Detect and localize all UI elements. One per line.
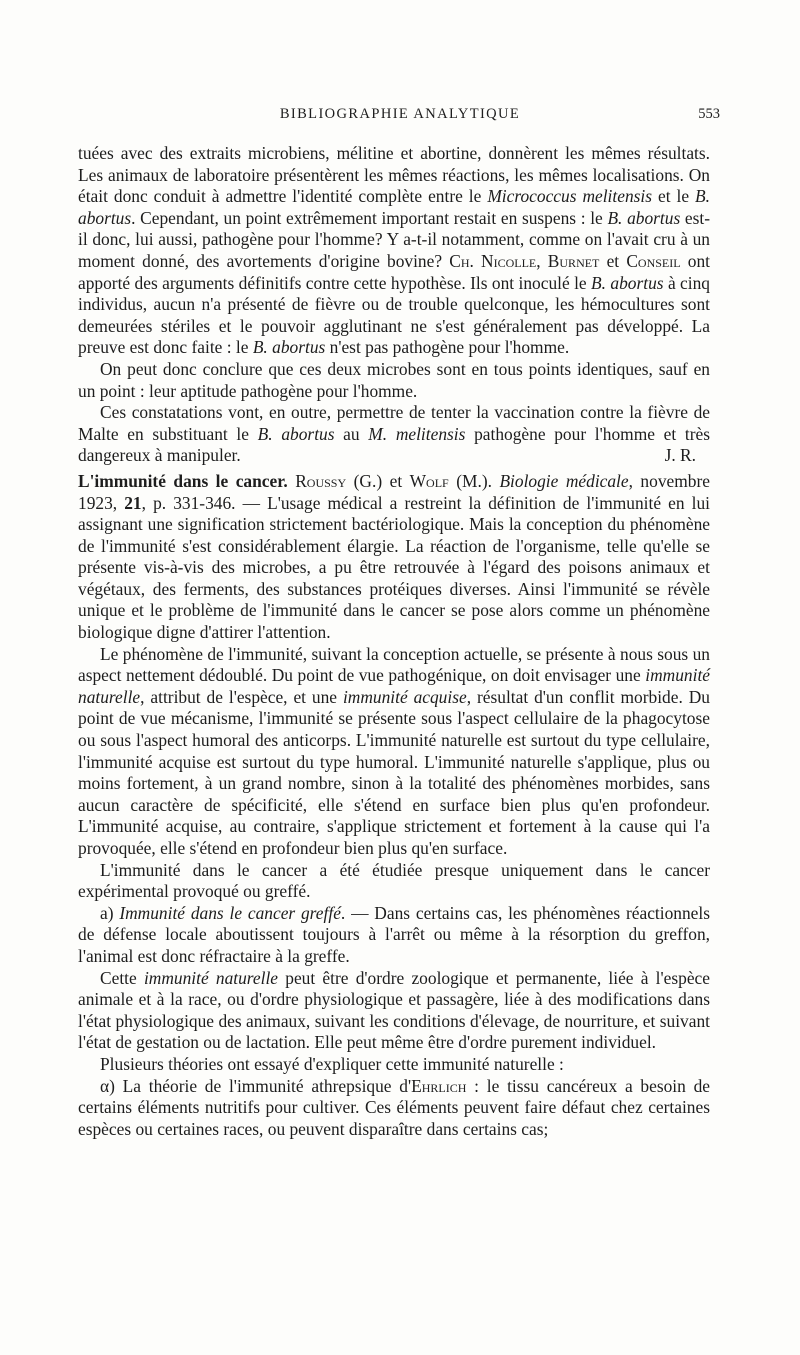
author-name: Conseil [626, 250, 681, 271]
text-run: et le [652, 186, 696, 207]
running-head: BIBLIOGRAPHIE ANALYTIQUE [279, 106, 521, 122]
author-name: Ch. Nicolle [449, 250, 537, 271]
paragraph [78, 903, 710, 968]
author-name: Wolf [409, 470, 449, 491]
text-run: , résultat d'un conflit morbide. Du point de vue mécanisme, l'immunité se présente sous l'aspect cellulaire de la phagocytose ou sous l'aspect humoral des anticorps. L'immunité naturelle est surtout du type cellulaire, l'immunité acquise est surtout du type humoral. L'immunité naturelle s'applique, plus ou moins fortement, à un grand nombre, sinon à la totalité des phénomènes morbides, sans aucun caractère de spécificité, elle s'étend en surface bien plus qu'en profondeur. L'immunité acquise, au contraire, s'applique strictement et fortement à la cause qui l'a provoquée, elle s'étend en profondeur bien plus qu'en surface. [78, 686, 710, 858]
text-run: : le tissu cancéreux a besoin de certains éléments nutritifs pour cultiver. Ces éléments peuvent faire défaut chez certaines espèces ou certaines races, ou peuvent disparaître dans certains cas; [78, 1075, 711, 1139]
paragraph [78, 644, 710, 860]
text-run: pathogène pour l'homme et très dangereux à manipuler. [78, 423, 710, 466]
paragraph: Plusieurs théories ont essayé d'expliquer cette immunité naturelle : [100, 1053, 564, 1074]
italic-term: M. melitensis [368, 423, 466, 444]
italic-term: B. abortus [257, 423, 335, 444]
italic-term: B. abortus [591, 272, 664, 293]
italic-term: B. abortus [252, 337, 326, 358]
page-number: 553 [698, 106, 720, 122]
italic-term: immunité naturelle [78, 665, 710, 707]
page-header [0, 106, 800, 130]
text-run: α) La théorie de l'immunité athrepsique d' [100, 1075, 412, 1096]
paragraph [78, 1076, 710, 1141]
paragraph [78, 968, 710, 1054]
bibliographic-entry [78, 471, 710, 644]
paragraph: L'immunité dans le cancer a été étudiée presque uniquement dans le cancer expérimental provoqué ou greffé. [78, 859, 710, 902]
text-run: tuées avec des extraits microbiens, mélitine et abortine, donnèrent les mêmes résultats. Les animaux de laboratoire présentèrent les mêmes réactions, les mêmes localisations. On était donc conduit à admettre l'identité complète entre le [78, 143, 710, 207]
text-run: ont apporté des arguments définitifs contre cette hypothèse. Ils ont inoculé le [78, 250, 710, 293]
author-name: Roussy [295, 470, 347, 491]
text-run: , [536, 250, 548, 271]
text-run: , p. 331-346. — L'usage médical a restreint la définition de l'immunité en lui assignant une signification strictement bactériologique. Mais la conception du phénomène de l'immunité s'est considérablement élargie. La réaction de l'organisme, telle qu'elle se présente vis-à-vis des microbes, a pu être retrouvée à l'égard des poisons animaux et végétaux, des ferments, des substances protéiques diverses. Ainsi l'immunité se révèle unique et le problème de l'immunité dans le cancer se pose alors comme un phénomène biologique digne d'attirer l'attention. [78, 492, 710, 643]
text-run: (M.). [448, 470, 500, 491]
text-run: est-il donc, lui aussi, pathogène pour l'homme? Y a-t-il notamment, comme on l'avait cru à un moment donné, des avortements d'origine bovine? [78, 207, 710, 271]
text-run: Le phénomène de l'immunité, suivant la conception actuelle, se présente à nous sous un aspect nettement dédoublé. Du point de vue pathogénique, on doit envisager une [78, 643, 710, 686]
body-text [78, 143, 710, 1140]
text-run: Ces constatations vont, en outre, permettre de tenter la vaccination contre la fièvre de Malte en substituant le [78, 402, 710, 444]
italic-term: B. abortus [607, 207, 681, 228]
author-name: Burnet [547, 250, 600, 271]
text-run: au [334, 423, 369, 444]
text-run: Cette [100, 967, 144, 988]
italic-term: Immunité dans le cancer greffé [119, 902, 341, 923]
review-signature: J. R. [664, 445, 696, 466]
text-run: (G.) et [346, 470, 410, 491]
paragraph [78, 143, 710, 359]
journal-name: Biologie médicale [499, 470, 629, 491]
italic-term: immunité acquise [342, 686, 467, 707]
volume-number: 21 [124, 492, 142, 513]
text-run: peut être d'ordre zoologique et permanente, liée à l'espèce animale et à la race, ou d'ordre physiologique et passagère, liée à des modifications dans l'état physiologique des animaux, suivant les conditions d'élevage, de nourriture, et suivant l'état de gestation ou de lactation. Elle peut même être d'ordre purement individuel. [78, 967, 710, 1053]
text-run: a) [100, 902, 120, 923]
author-name: Ehrlich [411, 1075, 467, 1096]
text-run: à cinq individus, aucun n'a présenté de fièvre ou de trouble quelconque, les hémocultures sont demeurées stériles et le pouvoir agglutinant ne s'est généralement pas développé. La preuve est donc faite : le [78, 272, 710, 358]
text-run: , attribut de l'espèce, et une [140, 686, 343, 707]
entry-title: L'immunité dans le cancer. [78, 470, 288, 491]
text-run: , novembre 1923, [78, 470, 710, 513]
text-run: . — Dans certains cas, les phénomènes réactionnels de défense locale aboutissent toujours à l'arrêt ou même à la résorption du greffon, l'animal est donc réfractaire à la greffe. [78, 902, 710, 966]
italic-term: B. abortus [78, 186, 710, 228]
paragraph: On peut donc conclure que ces deux microbes sont en tous points identiques, sauf en un point : leur aptitude pathogène pour l'homme. [78, 358, 710, 401]
italic-term: immunité naturelle [143, 967, 279, 988]
italic-term: Micrococcus melitensis [487, 186, 653, 207]
text-run: . Cependant, un point extrêmement important restait en suspens : le [131, 207, 608, 228]
text-run: n'est pas pathogène pour l'homme. [325, 337, 570, 358]
text-run: et [599, 250, 627, 271]
